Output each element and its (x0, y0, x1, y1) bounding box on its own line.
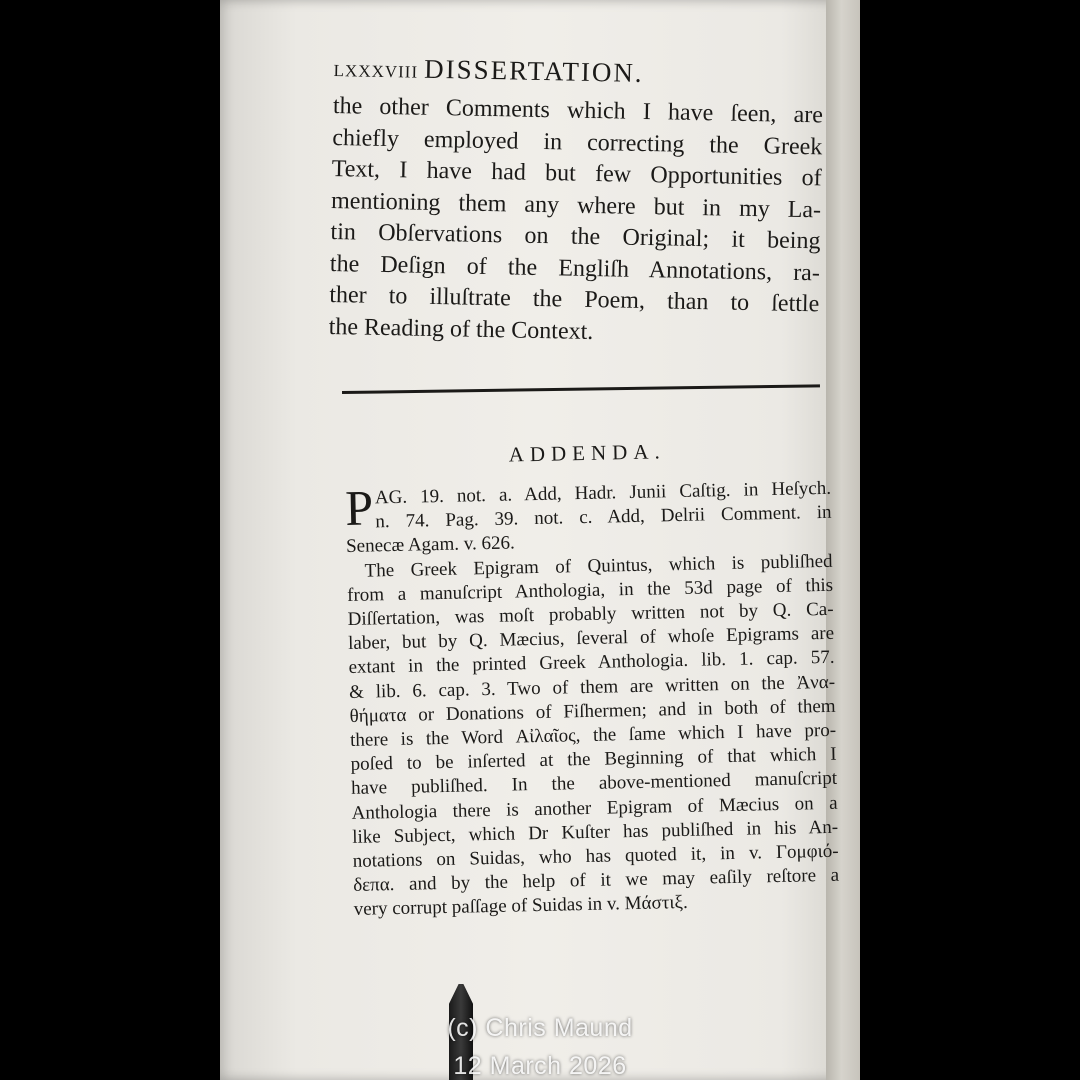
watermark-date: 12 March 2026 (453, 1052, 627, 1080)
addenda-section (344, 436, 840, 923)
text-line: like Subject, which Dr Kuſter has publiſhed in his An- (351, 816, 839, 848)
text-line: θήματα or Donations of Fiſhermen; and in both of them (349, 695, 836, 727)
page-folio: LXXXVIII (333, 60, 419, 82)
text-line: the Reading of the Context. (328, 313, 594, 345)
addenda-title: ADDENDA. (508, 439, 666, 467)
dropcap-lines (375, 477, 832, 535)
main-text-block (328, 52, 823, 352)
text-line: poſed to be inſerted at the Beginning of that which I (350, 743, 837, 776)
text-line: ther to illuſtrate the Poem, than to ſettle (329, 281, 820, 318)
text-line: the Deſign of the Engliſh Annotations, ra- (329, 250, 821, 286)
text-line: from a manuſcript Anthologia, in the 53d page of this (346, 574, 834, 606)
text-line: there is the Word Αἰλαῖος, the ſame which I have pro- (349, 719, 837, 751)
text-line: Text, I have had but few Opportunities of (331, 155, 822, 192)
text-line: δεπα. and by the help of it we may eaſily reſtore a (352, 864, 840, 897)
text-line: have publiſhed. In the above-mentioned manuſcript (350, 768, 838, 800)
text-line: the other Comments which I have ſeen, are (332, 92, 824, 129)
watermark-copyright: (c) Chris Maund (447, 1014, 633, 1042)
text-line: tin Obſervations on the Original; it being (330, 218, 821, 255)
text-line: & lib. 6. cap. 3. Two of them are written on the Ἀνα- (348, 671, 836, 703)
running-title: DISSERTATION. (423, 53, 644, 88)
text-line: n. 74. Pag. 39. not. c. Add, Delrii Comment. in (375, 502, 832, 533)
text-line: chiefly employed in correcting the Greek (332, 124, 823, 160)
text-line: notations on Suidas, who has quoted it, in v. Γομφιό- (352, 840, 839, 872)
main-paragraph (328, 91, 823, 352)
addenda-body (345, 477, 840, 923)
text-line: Diſſertation, was moſt probably written not by Q. Ca- (347, 598, 834, 630)
text-line: Senecæ Agam. v. 626. (345, 532, 515, 558)
text-line: Anthologia there is another Epigram of Mæcius on a (351, 792, 838, 824)
text-line: extant in the printed Greek Anthologia. lib. 1. cap. 57. (348, 647, 835, 679)
text-line: very corrupt paſſage of Suidas in v. Μάστιξ. (353, 892, 688, 921)
drop-cap: P (344, 479, 374, 536)
dropcap-block (345, 477, 832, 536)
text-line: AG. 19. not. a. Add, Hadr. Junii Caſtig. in Heſych. (374, 477, 832, 509)
text-line: mentioning them any where but in my La- (330, 187, 822, 223)
text-line: The Greek Epigram of Quintus, which is publiſhed (364, 550, 833, 582)
text-line: laber, but by Q. Mæcius, ſeveral of whoſe Epigrams are (347, 622, 835, 655)
